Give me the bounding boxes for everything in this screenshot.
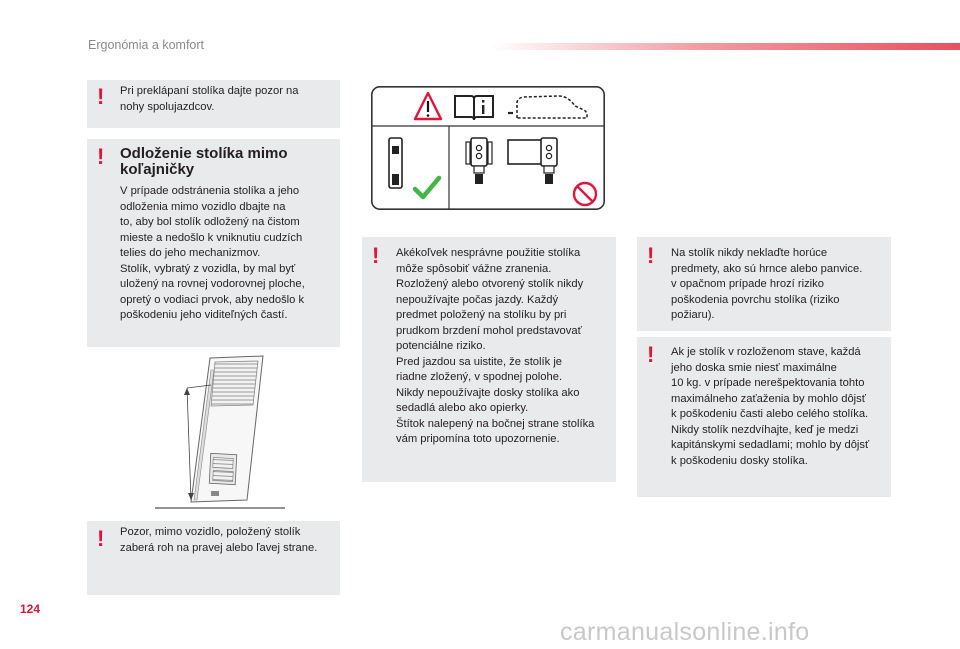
text-line: predmety, ako sú hrnce alebo panvice. [671, 262, 863, 275]
warning-5-text [671, 246, 889, 324]
text-line: uložený na rovnej vodorovnej ploche, [120, 278, 305, 290]
text-line: Na stolík nikdy neklaďte horúce [671, 247, 828, 259]
section-heading-line2: koľajničky [120, 161, 195, 178]
warning-mark-icon: ! [97, 526, 105, 551]
text-line: sedadlá alebo ako opierky. [396, 402, 529, 414]
text-line: k poškodeniu časti alebo celého stolíka. [671, 408, 869, 420]
warning-mark-icon: ! [647, 243, 655, 268]
watermark-text: carmanualsonline.info [560, 618, 810, 646]
text-line: vám pripomína toto upozornenie. [396, 433, 560, 445]
warning-1-text: Pri preklápaní stolíka dajte pozor na nohy spolujazdcov. [120, 85, 299, 113]
header-accent-line [490, 43, 960, 50]
text-line: Akékoľvek nesprávne použitie stolíka [396, 247, 581, 259]
warning-mark-icon: ! [97, 84, 105, 109]
text-line: prudkom brzdení mohol predstavovať [396, 324, 582, 337]
text-line: predmet položený na stolíku by pri [396, 309, 567, 321]
text-line: Štítok nalepený na bočnej strane stolíka [396, 417, 595, 430]
text-line: riadne zložený, v spodnej polohe. [396, 371, 563, 383]
warning-mark-icon: ! [97, 144, 105, 169]
table-usage-diagram [371, 86, 605, 210]
text-line: môže spôsobiť vážne zranenia. [396, 262, 552, 275]
text-line: poškodenia povrchu stolíka (riziko [671, 293, 840, 306]
text-line: Pozor, mimo vozidlo, položený stolík [120, 526, 301, 538]
text-line: Nikdy stolík nezdvíhajte, keď je medzi [671, 423, 859, 436]
text-line: poškodeniu jeho viditeľných častí. [120, 309, 288, 321]
page-header-title: Ergonómia a komfort [88, 38, 205, 52]
text-line: Pred jazdou sa uistite, že stolík je [396, 355, 563, 368]
warning-mark-icon: ! [372, 243, 380, 268]
text-line: V prípade odstránenia stolíka a jeho [120, 185, 300, 197]
section-heading-line1: Odloženie stolíka mimo [120, 145, 288, 162]
text-line: nepoužívajte počas jazdy. Každý [396, 293, 559, 306]
text-line: potenciálne riziko. [396, 340, 486, 352]
text-line: to, aby bol stolík odložený na čistom [120, 216, 300, 228]
text-line: zaberá roh na pravej alebo ľavej strane. [120, 541, 318, 554]
text-line: v opačnom prípade hrozí riziko [671, 278, 824, 290]
table-vertical-icon [389, 138, 402, 188]
warning-6-text [671, 345, 889, 469]
text-line: opretý o vodiaci prvok, aby nedošlo k [120, 293, 305, 306]
text-line: maximálneho zaťaženia by mohlo dôjsť [671, 392, 866, 405]
text-line: Nikdy nepoužívajte dosky stolíka ako [396, 386, 580, 399]
warning-2-text [120, 184, 335, 324]
text-line: požiaru). [671, 309, 715, 321]
text-line: Ak je stolík v rozloženom stave, každá [671, 346, 861, 358]
text-line: kapitánskymi sedadlami; mohlo by dôjsť [671, 439, 870, 451]
text-line: 10 kg. v prípade nerešpektovania tohto [671, 377, 865, 389]
text-line: odloženia mimo vozidlo dbajte na [120, 200, 286, 213]
text-line: jeho doska smie niesť maximálne [671, 361, 837, 374]
warning-4-text [396, 246, 614, 448]
text-line: k poškodeniu dosky stolíka. [671, 454, 808, 467]
text-line: telies do jeho mechanizmov. [120, 247, 261, 259]
warning-3-text [120, 525, 338, 556]
text-line: Stolík, vybratý z vozidla, by mal byť [120, 262, 296, 275]
page-number: 124 [20, 602, 41, 616]
text-line: Rozložený alebo otvorený stolík nikdy [396, 278, 584, 290]
warning-mark-icon: ! [647, 342, 655, 367]
folded-table-illustration [155, 350, 290, 515]
text-line: mieste a nedošlo k vniknutiu cudzích [120, 231, 303, 244]
